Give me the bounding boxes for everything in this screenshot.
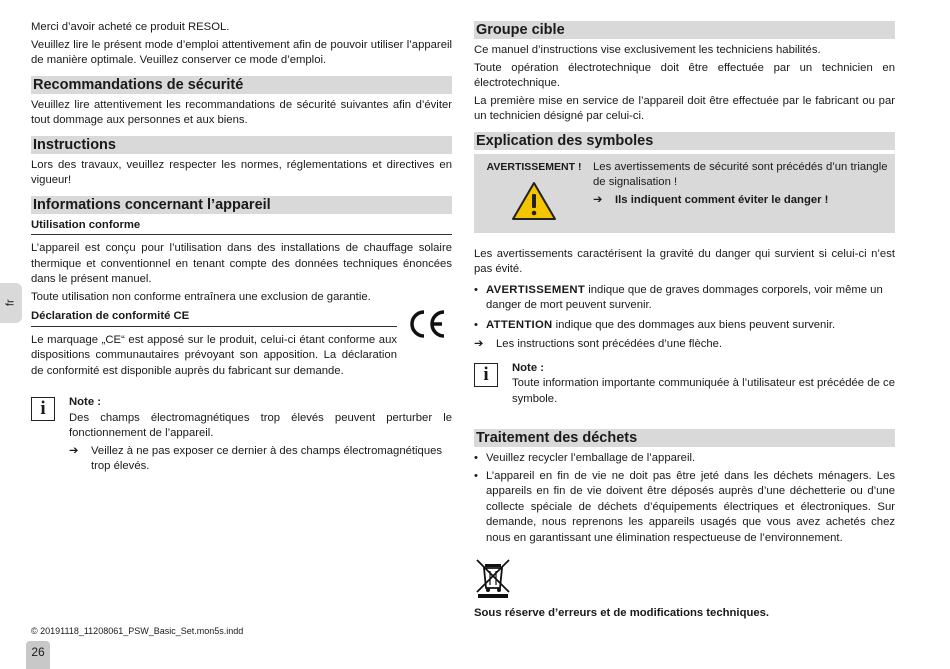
- weee-icon-svg: [474, 558, 512, 598]
- disclaimer: Sous réserve d’erreurs et de modifications techniques.: [474, 607, 770, 619]
- note-title: Note :: [512, 361, 545, 374]
- list-item: [474, 318, 895, 334]
- page-number: 26: [26, 641, 50, 669]
- keyword-warning: AVERTISSEMENT: [486, 283, 586, 296]
- ce-declaration: [31, 307, 452, 381]
- note-title: Note :: [69, 396, 102, 408]
- warning-box-right: [589, 160, 891, 227]
- note-symbol-body: [512, 361, 895, 410]
- list-item-body: [486, 283, 895, 314]
- note-instruction: [69, 444, 452, 475]
- list-item: [474, 451, 895, 467]
- note-text: Des champs électromagnétiques trop élevés peuvent perturber le fonctionnement de l’appareil.: [69, 411, 452, 439]
- target-text-3: La première mise en service de l’appareil doit être effectuée par le fabricant ou par un technicien désigné par celui-ci.: [474, 94, 895, 122]
- arrow-right-icon: ➔: [474, 338, 484, 350]
- info-icon: i: [474, 363, 498, 387]
- intro-line-2: Veuillez lire le présent mode d’emploi attentivement afin de pouvoir utiliser l’appareil de manière optimale. Veuillez conserver ce mode d’emploi.: [31, 38, 452, 66]
- list-item-text: indique que des dommages aux biens peuvent survenir.: [552, 318, 836, 331]
- ce-mark-svg: [407, 309, 447, 339]
- bullet-glyph: •: [474, 283, 478, 296]
- safety-text: Veuillez lire attentivement les recommandations de sécurité suivantes afin d’éviter tout dommage aux personnes et aux biens.: [31, 98, 452, 126]
- usage-text: L’appareil est conçu pour l’utilisation dans des installations de chauffage solaire thermique et conventionnel en tenant compte des données techniques énoncées dans le présent manuel.: [31, 242, 452, 285]
- ce-declaration-text-block: [31, 307, 397, 381]
- warning-box: [474, 154, 895, 233]
- arrow-right-icon: ➔: [593, 193, 603, 206]
- list-item-text: L’appareil en fin de vie ne doit pas être jeté dans les déchets ménagers. Les appareils en fin de vie doivent être déposés auprès d’une déchetterie ou d’une collecte spéciale de déchets d’équipements électriques et électroniques. Sur demande, nous reprenons les appareils usagés que vous avez achetés chez nous en garantissant une élimination respectueuse de l’environnement.: [486, 469, 895, 544]
- instructions-text: Lors des travaux, veuillez respecter les normes, réglementations et directives en vigueur!: [31, 158, 452, 186]
- list-item-body: [486, 318, 835, 334]
- right-column: [474, 20, 895, 604]
- warning-triangle-icon: [511, 181, 557, 221]
- list-item-text: indique que de graves dommages corporels, voir même un danger de mort peuvent survenir.: [486, 283, 883, 311]
- target-text-2: Toute opération électrotechnique doit être effectuée par un technicien en électrotechnique.: [474, 61, 895, 89]
- note-symbol: [474, 361, 895, 410]
- section-title-disposal: Traitement des déchets: [474, 429, 895, 447]
- section-title-target: Groupe cible: [474, 21, 895, 39]
- subheading-ce: Déclaration de conformité CE: [31, 309, 397, 327]
- note-emf-body: [69, 395, 452, 475]
- warning-text: Les avertissements de sécurité sont précédés d’un triangle de signalisation !: [593, 160, 888, 188]
- target-text-1: Ce manuel d’instructions vise exclusivement les techniciens habilités.: [474, 44, 821, 56]
- language-tab: [0, 283, 22, 323]
- arrow-explanation: [474, 337, 895, 353]
- warning-instruction: [593, 193, 891, 209]
- note-emf: [31, 395, 452, 475]
- list-item: [474, 469, 895, 547]
- symbols-intro: Les avertissements caractérisent la gravité du danger qui survient si celui-ci n’est pas évité.: [474, 247, 895, 275]
- section-title-safety: Recommandations de sécurité: [31, 76, 452, 94]
- ce-text: Le marquage „CE“ est apposé sur le produit, celui-ci étant conforme aux dispositions communautaires prévoyant son apposition. La déclaration de conformité est disponible auprès du fabricant sur demande.: [31, 333, 397, 377]
- list-item-text: Veuillez recycler l’emballage de l’appareil.: [486, 452, 696, 464]
- intro-line-1: Merci d’avoir acheté ce produit RESOL.: [31, 21, 230, 33]
- info-icon: i: [31, 397, 55, 421]
- list-item: [474, 283, 895, 314]
- language-tab-label: fr: [4, 299, 17, 307]
- warning-label: AVERTISSEMENT !: [486, 160, 582, 173]
- bullet-glyph: •: [474, 452, 478, 464]
- section-title-instructions: Instructions: [31, 136, 452, 154]
- keyword-attention: ATTENTION: [486, 318, 553, 331]
- arrow-right-icon: ➔: [69, 444, 79, 457]
- section-title-device-info: Informations concernant l’appareil: [31, 196, 452, 214]
- note-instruction-text: Veillez à ne pas exposer ce dernier à des champs électromagnétiques trop élevés.: [91, 444, 443, 472]
- left-column: [31, 20, 452, 475]
- note-text: Toute information importante communiquée à l’utilisateur est précédée de ce symbole.: [512, 377, 895, 405]
- weee-crossed-bin-icon: [474, 558, 895, 604]
- section-title-symbols: Explication des symboles: [474, 132, 895, 150]
- warning-box-left: [479, 160, 589, 227]
- subheading-usage: Utilisation conforme: [31, 218, 452, 236]
- bullet-glyph: •: [474, 318, 478, 331]
- bullet-glyph: •: [474, 469, 478, 482]
- warning-instruction-text: Ils indiquent comment éviter le danger !: [615, 193, 829, 206]
- usage-text-warranty: Toute utilisation non conforme entraînera une exclusion de garantie.: [31, 290, 371, 303]
- arrow-explanation-text: Les instructions sont précédées d’une flèche.: [496, 338, 723, 350]
- ce-mark-icon: [397, 307, 447, 339]
- footer-filename: © 20191118_11208061_PSW_Basic_Set.mon5s.indd: [31, 626, 244, 636]
